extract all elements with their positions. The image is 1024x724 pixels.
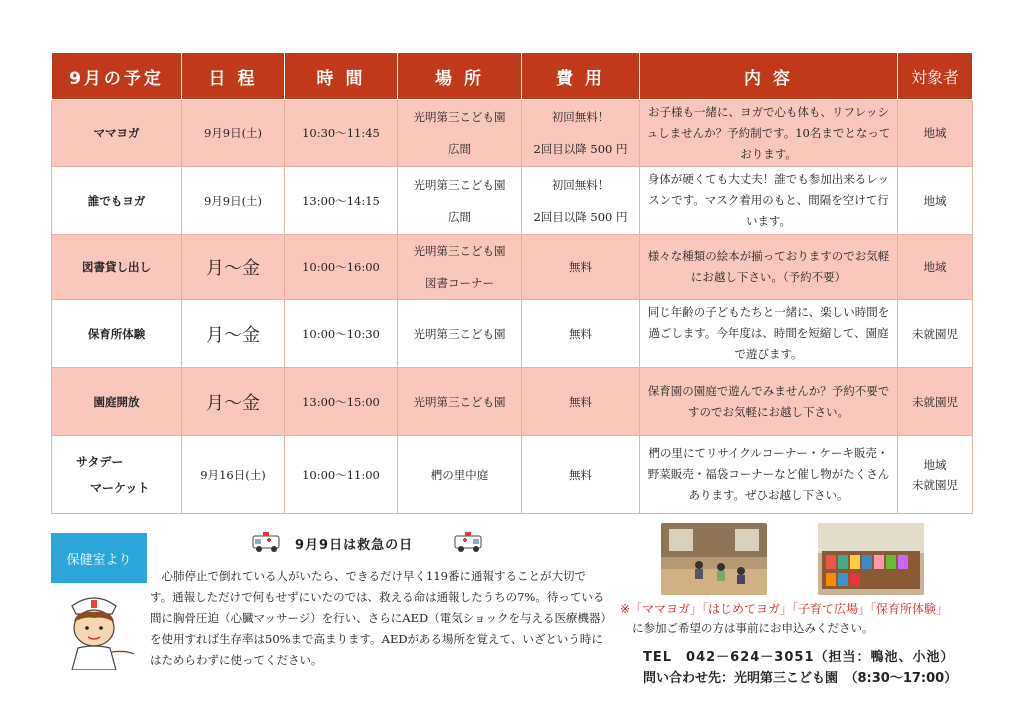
event-target: 地域: [898, 235, 973, 300]
ambulance-icon: [453, 530, 485, 554]
target-line: 地域: [923, 457, 947, 472]
place-line: 図書コーナー: [425, 276, 494, 290]
event-time: 10:30～11:45: [285, 100, 398, 167]
event-date: 9月9日(土): [182, 100, 285, 167]
event-target: 未就園児: [898, 300, 973, 368]
event-date: 月～金: [182, 235, 285, 300]
event-place: [398, 167, 522, 235]
col-header-target: 対象者: [898, 53, 973, 100]
place-line: 光明第三こども園: [413, 110, 506, 124]
library-photo-icon: [818, 523, 924, 595]
col-header-time: 時 間: [285, 53, 398, 100]
schedule-table: [51, 52, 973, 514]
col-header-place: 場 所: [398, 53, 522, 100]
inquiry: 問い合わせ先：光明第三こども園 （8:30～17:00）: [643, 671, 958, 686]
table-row: [52, 100, 973, 167]
event-fee: 無料: [522, 436, 640, 514]
table-row: [52, 167, 973, 235]
event-content: 保育園の園庭で遊んでみませんか？予約不要ですのでお気軽にお越し下さい。: [640, 368, 898, 436]
ambulance-icon: [251, 530, 283, 554]
event-place: [398, 235, 522, 300]
event-fee: 無料: [522, 300, 640, 368]
event-content: 椚の里にてリサイクルコーナー・ケーキ販売・野菜販売・福袋コーナーなど催し物がたくさんあります。ぜひお越し下さい。: [640, 436, 898, 514]
event-date: 月～金: [182, 368, 285, 436]
name-line: サタデー: [76, 454, 124, 469]
event-content: 身体が硬くても大丈夫！誰でも参加出来るレッスンです。マスク着用のもと、間隔を空けて行います。: [640, 167, 898, 235]
event-time: 13:00～14:15: [285, 167, 398, 235]
table-row: [52, 368, 973, 436]
notice-title: 9月9日は救急の日: [295, 538, 414, 553]
event-place: [398, 100, 522, 167]
event-place: 光明第三こども園: [398, 368, 522, 436]
telephone: TEL 042－624－3051（担当：鴨池、小池）: [643, 650, 955, 665]
fee-line: 初回無料！: [551, 177, 610, 192]
target-line: 未就園児: [912, 477, 958, 492]
event-date: 月～金: [182, 300, 285, 368]
table-header-row: [52, 53, 973, 100]
fee-line: 2回目以降 500 円: [533, 142, 628, 156]
event-content: お子様も一緒に、ヨガで心も体も、リフレッシュしませんか？予約制です。10名までとなっております。: [640, 100, 898, 167]
name-line: マーケット: [90, 480, 150, 495]
red-note: ※「ママヨガ」「はじめてヨガ」「子育て広場」「保育所体験」: [620, 602, 949, 616]
col-header-date: 日 程: [182, 53, 285, 100]
event-name: 保育所体験: [52, 300, 182, 368]
col-header-plan: 9月の予定: [52, 53, 182, 100]
health-room-label: 保健室より: [51, 533, 147, 583]
notice-body: 心肺停止で倒れている人がいたら、できるだけ早く119番に通報することが大切です。通報しただけで何もせずにいたのでは、救える命は通報したうちの7%。待っている間に胸骨圧迫（心臓マッサージ）を行い、さらにAED（電気ショックを与える医療機器）を使用すれば生存率は50%まで高まります。AEDがある場所を覚えて、いざという時にはためらわずに使ってください。: [150, 569, 607, 667]
event-target: 地域: [898, 167, 973, 235]
place-line: 広間: [448, 209, 471, 224]
place-line: 光明第三こども園: [413, 244, 506, 258]
table-row: [52, 235, 973, 300]
event-time: 10:00～11:00: [285, 436, 398, 514]
application-note: に参加ご希望の方は事前にお申込みください。: [632, 621, 874, 635]
event-fee: 無料: [522, 368, 640, 436]
event-place: 光明第三こども園: [398, 300, 522, 368]
fee-line: 初回無料！: [551, 110, 610, 124]
event-name: 園庭開放: [52, 368, 182, 436]
event-content: 様々な種類の絵本が揃っておりますのでお気軽にお越し下さい。（予約不要）: [640, 235, 898, 300]
event-date: 9月16日(土): [182, 436, 285, 514]
event-time: 10:00～10:30: [285, 300, 398, 368]
event-name: [52, 436, 182, 514]
col-header-content: 内 容: [640, 53, 898, 100]
event-time: 10:00～16:00: [285, 235, 398, 300]
event-target: 地域: [898, 100, 973, 167]
event-fee: [522, 100, 640, 167]
event-target: [898, 436, 973, 514]
table-row: [52, 300, 973, 368]
place-line: 光明第三こども園: [413, 177, 506, 192]
event-fee: [522, 167, 640, 235]
fee-line: 2回目以降 500 円: [533, 209, 628, 224]
event-time: 13:00～15:00: [285, 368, 398, 436]
event-content: 同じ年齢の子どもたちと一緒に、楽しい時間を過ごします。今年度は、時間を短縮して、園庭で遊びます。: [640, 300, 898, 368]
event-date: 9月9日(土): [182, 167, 285, 235]
table-row: [52, 436, 973, 514]
event-target: 未就園児: [898, 368, 973, 436]
yoga-photo-icon: [661, 523, 767, 595]
place-line: 広間: [448, 142, 471, 156]
event-name: 図書貸し出し: [52, 235, 182, 300]
nurse-illustration-icon: [54, 592, 136, 670]
event-name: 誰でもヨガ: [52, 167, 182, 235]
event-fee: 無料: [522, 235, 640, 300]
event-name: ママヨガ: [52, 100, 182, 167]
col-header-fee: 費 用: [522, 53, 640, 100]
event-place: 椚の里中庭: [398, 436, 522, 514]
